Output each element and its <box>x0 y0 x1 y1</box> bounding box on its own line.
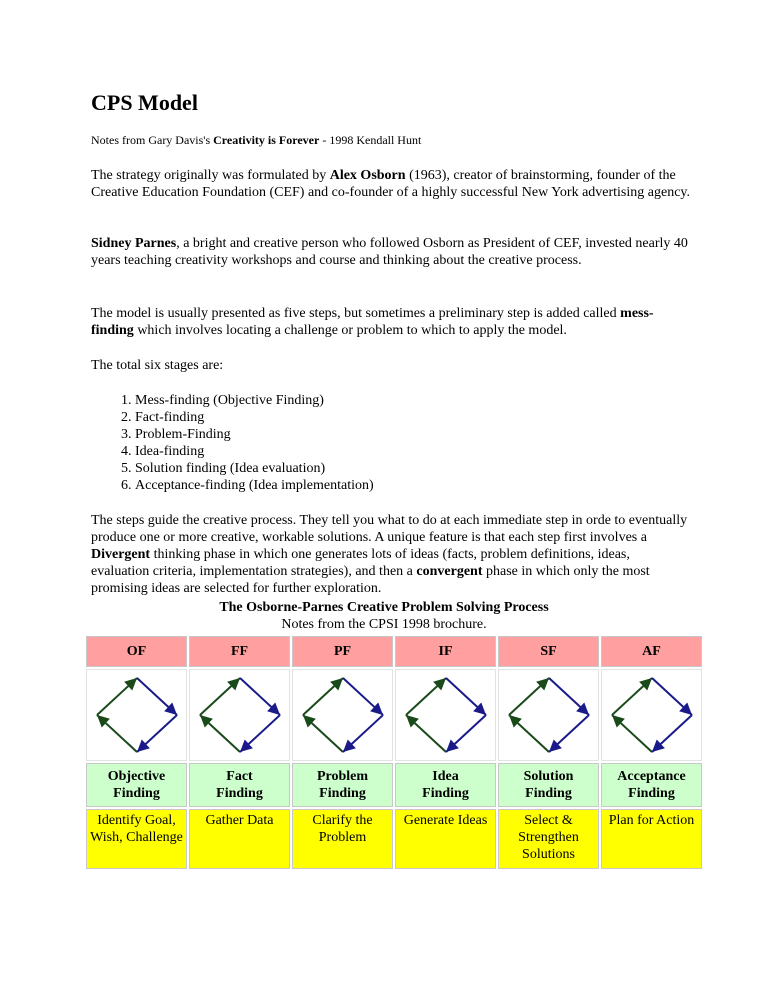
diverge-converge-diamond-icon <box>400 674 492 756</box>
paragraph-model <box>91 305 691 339</box>
abbr-cell: IF <box>395 636 496 667</box>
diverge-converge-diamond-icon <box>91 674 183 756</box>
convergent-arrow-right-to-bottom <box>343 715 383 752</box>
stage-name-cell: Fact Finding <box>189 763 290 807</box>
convergent-arrow-top-to-right <box>343 678 383 715</box>
divergent-arrow-up <box>406 678 446 715</box>
paragraph-parnes <box>91 235 691 269</box>
convergent-arrow-right-to-bottom <box>549 715 589 752</box>
subtitle-prefix: Notes from Gary Davis's <box>91 133 214 147</box>
stage-name-cell: Acceptance Finding <box>601 763 702 807</box>
paragraph-osborn <box>91 167 691 201</box>
stage-action-cell: Identify Goal, Wish, Challenge <box>86 809 187 869</box>
abbr-cell: FF <box>189 636 290 667</box>
stage-name-cell: Solution Finding <box>498 763 599 807</box>
stage-item: 1. Mess-finding (Objective Finding) <box>135 392 695 409</box>
stage-name-cell: Objective Finding <box>86 763 187 807</box>
diamond-cell <box>292 669 393 761</box>
term-mess-finding: mess-finding <box>91 306 654 338</box>
diverge-converge-diamond-icon <box>606 674 698 756</box>
abbreviation-row <box>86 636 702 667</box>
paragraph-model-text: The model is usually presented as five steps, but sometimes a preliminary step is added called <box>91 306 621 321</box>
diverge-converge-diamond-icon <box>194 674 286 756</box>
diverge-converge-diamond-icon <box>503 674 595 756</box>
stage-action-cell: Gather Data <box>189 809 290 869</box>
divergent-arrow-bottom-to-left <box>97 715 137 752</box>
convergent-arrow-top-to-right <box>137 678 177 715</box>
stage-item: 5. Solution finding (Idea evaluation) <box>135 460 695 477</box>
cps-process-table <box>84 634 704 871</box>
diverge-converge-row <box>86 669 702 761</box>
stage-action-cell: Clarify the Problem <box>292 809 393 869</box>
convergent-arrow-top-to-right <box>549 678 589 715</box>
stage-item: 6. Acceptance-finding (Idea implementation) <box>135 477 695 494</box>
convergent-arrow-right-to-bottom <box>240 715 280 752</box>
page-subtitle <box>91 132 421 148</box>
stage-item: 2. Fact-finding <box>135 409 695 426</box>
paragraph-steps-text-end: phase in which only the most promising ideas are selected for further exploration. <box>91 564 650 596</box>
paragraph-steps <box>91 512 691 597</box>
divergent-arrow-up <box>97 678 137 715</box>
convergent-arrow-right-to-bottom <box>652 715 692 752</box>
abbr-cell: OF <box>86 636 187 667</box>
divergent-arrow-bottom-to-left <box>406 715 446 752</box>
subtitle-book-title: Creativity is Forever <box>213 133 320 147</box>
convergent-arrow-top-to-right <box>446 678 486 715</box>
subtitle-suffix: - 1998 Kendall Hunt <box>319 133 422 147</box>
table-subtitle: Notes from the CPSI 1998 brochure. <box>281 617 487 632</box>
abbr-cell: PF <box>292 636 393 667</box>
paragraph-stages-intro: The total six stages are: <box>91 358 224 373</box>
divergent-arrow-up <box>200 678 240 715</box>
stage-item: 4. Idea-finding <box>135 443 695 460</box>
stage-action-row <box>86 809 702 869</box>
paragraph-model-text-end: which involves locating a challenge or problem to which to apply the model. <box>133 323 567 338</box>
term-divergent: Divergent <box>91 547 151 562</box>
convergent-arrow-right-to-bottom <box>137 715 177 752</box>
divergent-arrow-bottom-to-left <box>612 715 652 752</box>
divergent-arrow-bottom-to-left <box>509 715 549 752</box>
stage-name-row <box>86 763 702 807</box>
diamond-cell <box>189 669 290 761</box>
diverge-converge-diamond-icon <box>297 674 389 756</box>
convergent-arrow-top-to-right <box>652 678 692 715</box>
stage-action-cell: Select & Strengthen Solutions <box>498 809 599 869</box>
stage-action-cell: Plan for Action <box>601 809 702 869</box>
stage-action-cell: Generate Ideas <box>395 809 496 869</box>
name-alex-osborn: Alex Osborn <box>329 168 406 183</box>
paragraph-steps-text-mid: thinking phase in which one generates lots of ideas (facts, problem definitions, ideas, evaluation criteria, implementation strategies), and then a <box>91 547 630 579</box>
diamond-cell <box>498 669 599 761</box>
stage-name-cell: Problem Finding <box>292 763 393 807</box>
divergent-arrow-bottom-to-left <box>303 715 343 752</box>
diamond-cell <box>86 669 187 761</box>
paragraph-parnes-text: , a bright and creative person who followed Osborn as President of CEF, invested nearly 40 years teaching creativity workshops and course and thinking about the creative process. <box>91 236 688 268</box>
name-sidney-parnes: Sidney Parnes <box>91 236 177 251</box>
divergent-arrow-up <box>612 678 652 715</box>
abbr-cell: SF <box>498 636 599 667</box>
divergent-arrow-up <box>303 678 343 715</box>
convergent-arrow-right-to-bottom <box>446 715 486 752</box>
stage-name-cell: Idea Finding <box>395 763 496 807</box>
diamond-cell <box>395 669 496 761</box>
page-title: CPS Model <box>91 90 198 115</box>
abbr-cell: AF <box>601 636 702 667</box>
stage-item: 3. Problem-Finding <box>135 426 695 443</box>
convergent-arrow-top-to-right <box>240 678 280 715</box>
diamond-cell <box>601 669 702 761</box>
paragraph-osborn-text: The strategy originally was formulated by <box>91 168 330 183</box>
divergent-arrow-bottom-to-left <box>200 715 240 752</box>
stages-list <box>91 392 695 494</box>
paragraph-steps-text: The steps guide the creative process. They tell you what to do at each immediate step in orde to eventually produce one or more creative, workable solutions. A unique feature is that each step first involves a <box>91 513 688 545</box>
table-title: The Osborne-Parnes Creative Problem Solving Process <box>219 600 549 615</box>
divergent-arrow-up <box>509 678 549 715</box>
paragraph-osborn-text-end: (1963), creator of brainstorming, founder of the Creative Education Foundation (CEF) and co-founder of a highly successful New York advertising agency. <box>91 168 691 200</box>
term-convergent: convergent <box>416 564 483 579</box>
